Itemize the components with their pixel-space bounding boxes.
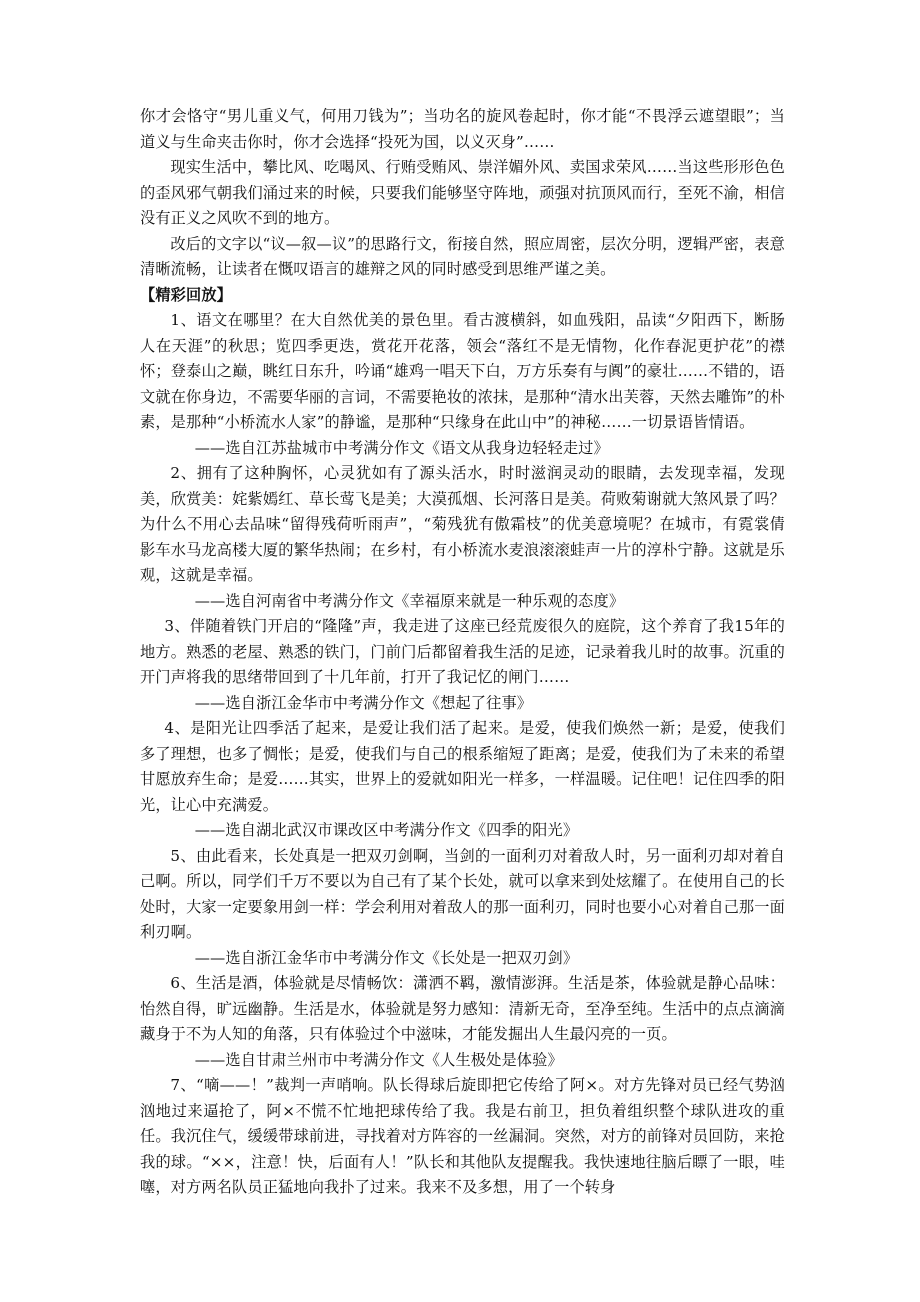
excerpt-source: ——选自甘肃兰州市中考满分作文《人生极处是体验》 <box>194 1050 563 1069</box>
excerpt-paragraph: 4、是阳光让四季活了起来，是爱让我们活了起来。是爱，使我们焕然一新；是爱，使我们多了理想，也多了惆怅；是爱，使我们与自己的根系缩短了距离；是爱，使我们为了未来的希望甘愿放弃生命；是爱……其实，世界上的爱就如阳光一样多，一样温暖。记住吧！记住四季的阳光，让心中充满爱。 <box>140 719 785 814</box>
excerpt-paragraph: 3、伴随着铁门开启的“隆隆”声，我走进了这座已经荒废很久的庭院，这个养育了我15年的地方。熟悉的老屋、熟悉的铁门，门前门后都留着我生活的足迹，记录着我儿时的故事。沉重的开门声将我的思绪带回到了十几年前，打开了我记忆的闸门…… <box>140 617 785 686</box>
body-paragraph: 改后的文字以“议—叙—议”的思路行文，衔接自然，照应周密，层次分明，逻辑严密，表意清晰流畅，让读者在慨叹语言的雄辩之风的同时感受到思维严谨之美。 <box>140 234 785 278</box>
excerpt-paragraph: 1、语文在哪里？在大自然优美的景色里。看古渡横斜，如血残阳，品读“夕阳西下，断肠人在天涯”的秋思；览四季更迭，赏花开花落，领会“落红不是无情物，化作春泥更护花”的襟怀；登泰山之巅，眺红日东升，吟诵“雄鸡一唱天下白，万方乐奏有与阗”的豪壮……不错的，语文就在你身边，不需要华丽的言词，不需要艳妆的浓抹，是那种“清水出芙蓉，天然去雕饰”的朴素，是那种“小桥流水人家”的静谧，是那种“只缘身在此山中”的神秘……一切景语皆情语。 <box>140 311 785 431</box>
excerpt-source: ——选自湖北武汉市课改区中考满分作文《四季的阳光》 <box>194 821 579 839</box>
excerpt-source: ——选自浙江金华市中考满分作文《长处是一把双刃剑》 <box>194 948 579 967</box>
section-heading: 【精彩回放】 <box>140 285 233 304</box>
excerpt-paragraph: 5、由此看来，长处真是一把双刃剑啊，当剑的一面利刃对着敌人时，另一面利刃却对着自己啊。所以，同学们千万不要以为自己有了某个长处，就可以拿来到处炫耀了。在使用自己的长处时，大家一定要象用剑一样：学会利用对着敌人的那一面利刃，同时也要小心对着自己那一面利刃啊。 <box>140 846 785 941</box>
excerpt-source: ——选自浙江金华市中考满分作文《想起了往事》 <box>194 693 533 712</box>
excerpt-paragraph: 7、“嘀——！”裁判一声哨响。队长得球后旋即把它传给了阿×。对方先锋对员已经气势汹汹地过来逼抢了，阿×不慌不忙地把球传给了我。我是右前卫，担负着组织整个球队进攻的重任。我沉住气，缓缓带球前进，寻找着对方阵容的一丝漏洞。突然，对方的前锋对员回防，来抢我的球。“××，注意！快，后面有人！”队长和其他队友提醒我。我快速地往脑后瞟了一眼，哇噻，对方两名队员正猛地向我扑了过来。我来不及多想，用了一个转身 <box>140 1076 785 1196</box>
body-paragraph: 你才会恪守“男儿重义气，何用刀钱为”；当功名的旋风卷起时，你才能“不畏浮云遮望眼”；当道义与生命夹击你时，你才会选择“投死为国，以义灭身”…… <box>140 107 785 151</box>
excerpt-paragraph: 2、拥有了这种胸怀，心灵犹如有了源头活水，时时滋润灵动的眼睛，去发现幸福，发现美，欣赏美：姹紫嫣红、草长莺飞是美；大漠孤烟、长河落日是美。荷败菊谢就大煞风景了吗？为什么不用心去品味“留得残荷听雨声”，“菊残犹有傲霜枝”的优美意境呢？在城市，有霓裳倩影车水马龙高楼大厦的繁华热闹；在乡村，有小桥流水麦浪滚滚蛙声一片的淳朴宁静。这就是乐观，这就是幸福。 <box>140 464 785 584</box>
excerpt-paragraph: 6、生活是酒，体验就是尽情畅饮：潇洒不羁，激情澎湃。生活是茶，体验就是静心品味：怡然自得，旷远幽静。生活是水，体验就是努力感知：清新无奇，至净至纯。生活中的点点滴滴藏身于不为人知的角落，只有体验过个中滋味，才能发掘出人生最闪亮的一页。 <box>140 974 785 1043</box>
excerpt-source: ——选自江苏盐城市中考满分作文《语文从我身边轻轻走过》 <box>194 438 609 457</box>
excerpt-source: ——选自河南省中考满分作文《幸福原来就是一种乐观的态度》 <box>194 591 625 610</box>
body-paragraph: 现实生活中，攀比风、吃喝风、行贿受贿风、崇洋媚外风、卖国求荣风……当这些形形色色的歪风邪气朝我们涌过来的时候，只要我们能够坚守阵地，顽强对抗顶风而行，至死不渝，相信没有正义之风吹不到的地方。 <box>140 158 785 227</box>
